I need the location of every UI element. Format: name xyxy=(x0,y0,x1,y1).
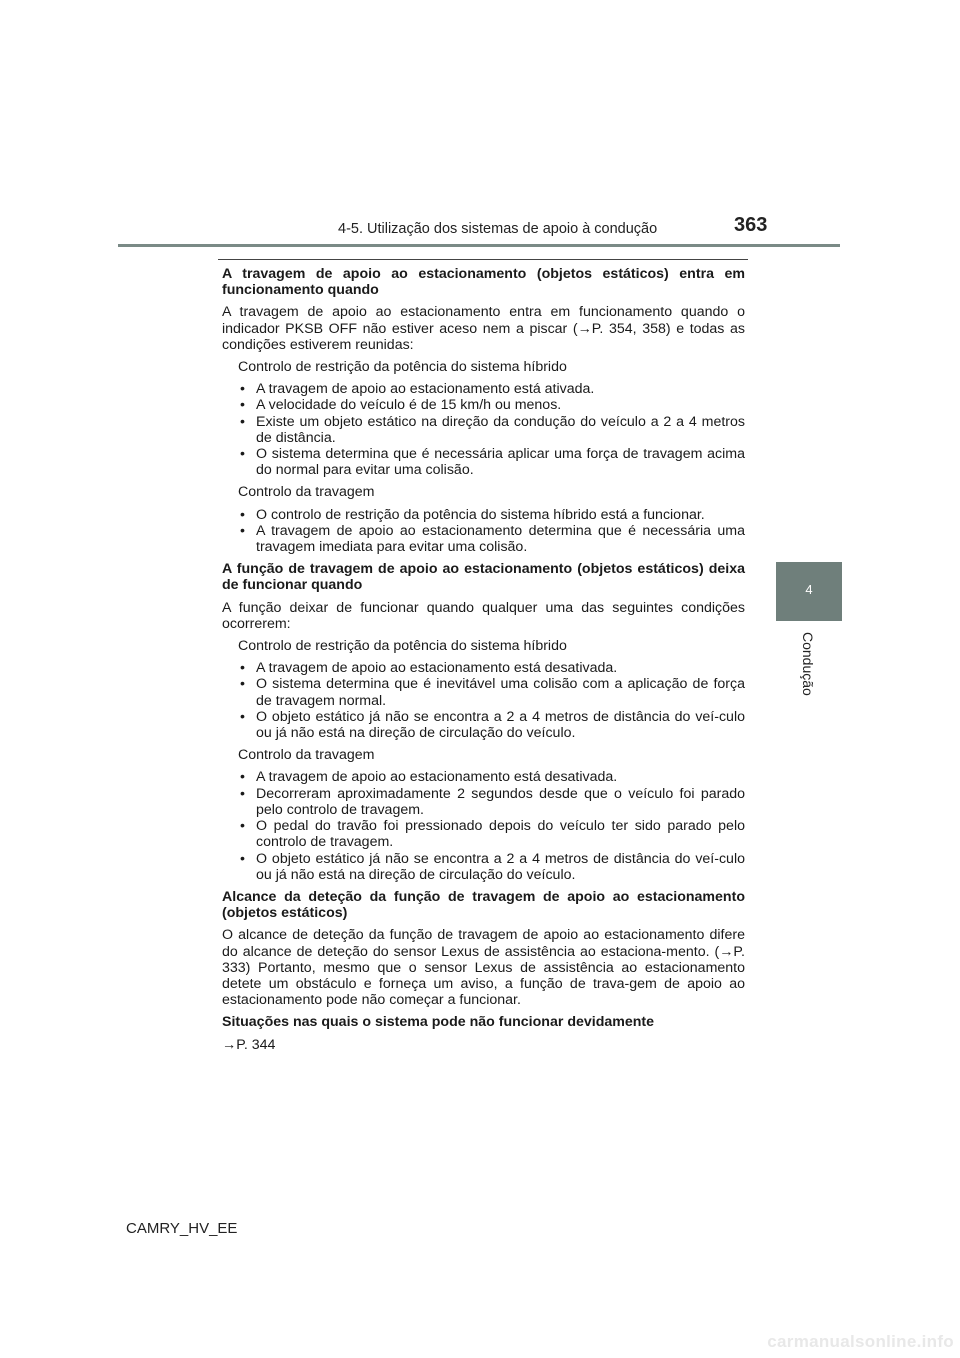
list-item: • A travagem de apoio ao estacionamento está desativada. xyxy=(238,660,745,676)
condition-list xyxy=(222,507,745,556)
page-number: 363 xyxy=(734,214,768,236)
list-item: • A velocidade do veículo é de 15 km/h ou menos. xyxy=(238,397,745,413)
section-heading: Alcance da deteção da função de travagem de apoio ao estacionamento (objetos estáticos) xyxy=(222,888,745,922)
subsection-title: Controlo da travagem xyxy=(238,484,375,501)
page-reference-link[interactable]: →P. 344 xyxy=(222,1036,276,1053)
header-divider xyxy=(118,244,840,247)
subsection-title: Controlo de restrição da potência do sistema híbrido xyxy=(238,638,567,655)
section-heading: Situações nas quais o sistema pode não funcionar devidamente xyxy=(222,1014,655,1031)
document-code: CAMRY_HV_EE xyxy=(126,1220,238,1237)
watermark: carmanualsonline.info xyxy=(767,1332,954,1351)
page-content xyxy=(222,266,745,1059)
subsection-title: Controlo de restrição da potência do sistema híbrido xyxy=(238,359,567,376)
list-item: • A travagem de apoio ao estacionamento está desativada. xyxy=(238,769,745,785)
list-item: • A travagem de apoio ao estacionamento está ativada. xyxy=(238,381,745,397)
section-heading: A travagem de apoio ao estacionamento (objetos estáticos) entra em funcionamento quando xyxy=(222,266,745,299)
chapter-tab[interactable] xyxy=(776,562,842,621)
list-item: • Existe um objeto estático na direção da condução do veículo a 2 a 4 metros de distância. xyxy=(238,414,745,446)
list-item: • O controlo de restrição da potência do sistema híbrido está a funcionar. xyxy=(238,507,745,523)
section-body: O alcance de deteção da função de travagem de apoio ao estacionamento difere do alcance de deteção do sensor Lexus de assistência ao estaciona-mento. (→P. 333) Portanto, mesmo que o sensor Lexus de assistência ao estacionamento detete um obstáculo e forneça um aviso, a função de trava-gem de apoio ao estacionamento pode não começar a funcionar. xyxy=(222,927,745,1009)
chapter-label: Condução xyxy=(800,632,816,696)
list-item: • O sistema determina que é necessária aplicar uma força de travagem acima do normal para evitar uma colisão. xyxy=(238,446,745,478)
section-intro: A função deixar de funcionar quando qualquer uma das seguintes condições ocorrerem: xyxy=(222,599,745,632)
list-item: • A travagem de apoio ao estacionamento determina que é necessária uma travagem imediata para evitar uma colisão. xyxy=(238,523,745,555)
section-intro: A travagem de apoio ao estacionamento entra em funcionamento quando o indicador PKSB OFF não estiver aceso nem a piscar (→P. 354, 358) e todas as condições estiverem reunidas: xyxy=(222,304,745,353)
list-item: • O sistema determina que é inevitável uma colisão com a aplicação de força de travagem normal. xyxy=(238,676,745,708)
section-divider xyxy=(218,259,748,260)
list-item: • Decorreram aproximadamente 2 segundos desde que o veículo foi parado pelo controlo de travagem. xyxy=(238,786,745,818)
condition-list xyxy=(222,660,745,741)
header-section-title: 4-5. Utilização dos sistemas de apoio à condução xyxy=(338,221,658,237)
subsection-title: Controlo da travagem xyxy=(238,747,375,764)
list-item: • O pedal do travão foi pressionado depois do veículo ter sido parado pelo controlo de travagem. xyxy=(238,818,745,850)
condition-list xyxy=(222,769,745,882)
section-heading: A função de travagem de apoio ao estacionamento (objetos estáticos) deixa de funcionar quando xyxy=(222,561,745,594)
condition-list xyxy=(222,381,745,478)
chapter-number: 4 xyxy=(805,582,813,597)
list-item: • O objeto estático já não se encontra a 2 a 4 metros de distância do veí-culo ou já não está na direção de circulação do veículo. xyxy=(238,709,745,741)
list-item: • O objeto estático já não se encontra a 2 a 4 metros de distância do veí-culo ou já não está na direção de circulação do veículo. xyxy=(238,851,745,883)
